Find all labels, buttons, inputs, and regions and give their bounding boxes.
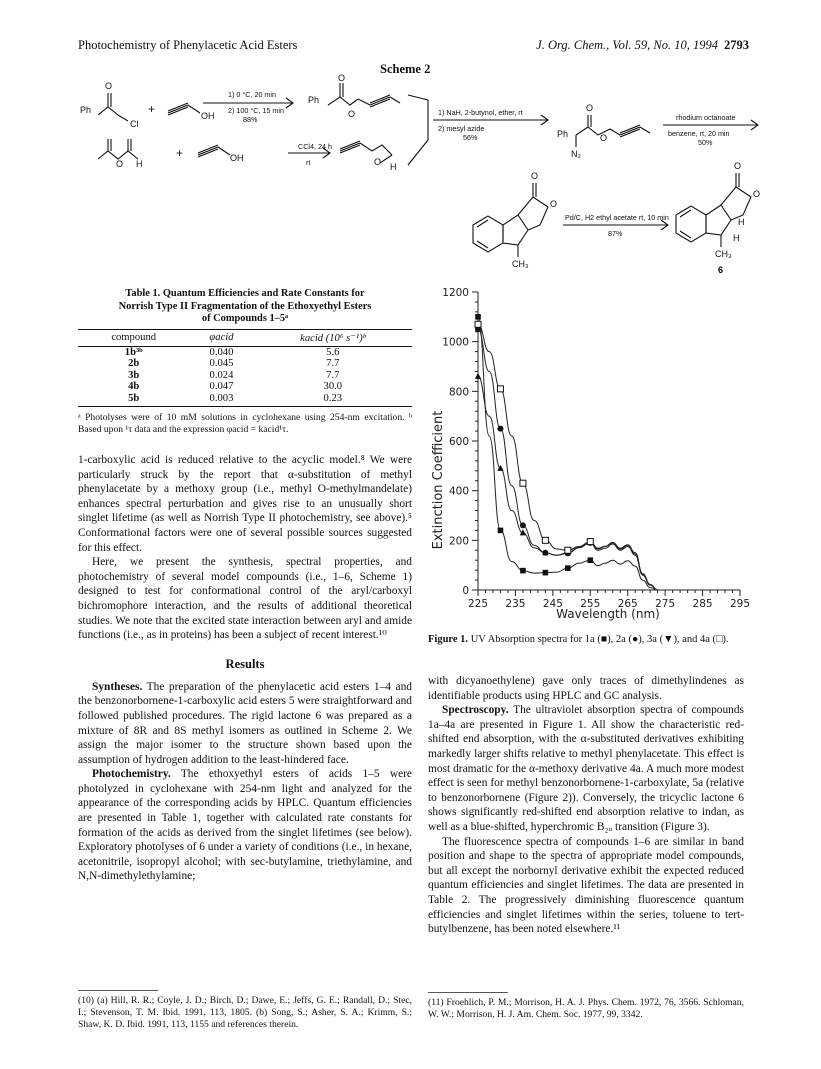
svg-text:H: H — [390, 162, 397, 172]
spectroscopy-heading: Spectroscopy. — [442, 704, 509, 717]
paragraph: Here, we present the synthesis, spectral properties, and photochemistry of several model compounds (i.e., 1–6, Scheme 1) designed to test for conformational control of the aryl/carboxyl bichromophore interaction, and the results of additional theoretical studies. We note that the excited state interaction between aryl and amide functions (i.e., as in proteins) has been a subject of recent interest.¹⁰ — [78, 556, 412, 642]
running-header-journal — [536, 38, 749, 53]
step3-yield: 56% — [463, 133, 478, 142]
data-point-1a — [543, 570, 549, 576]
svg-text:+: + — [148, 102, 156, 116]
svg-text:O: O — [338, 73, 346, 83]
reference-11: (11) Froehlich, P. M.; Morrison, H. A. J. Phys. Chem. 1972, 76, 3566. Schloman, W. W.; Morrison, H. J. Am. Chem. Soc. 1977, 99, 3342. — [428, 997, 744, 1020]
svg-text:O: O — [374, 157, 382, 167]
table-1 — [78, 329, 412, 408]
data-point-2a — [497, 426, 503, 432]
step4-yield: 50% — [698, 138, 713, 147]
y-tick-label: 200 — [448, 535, 469, 548]
data-point-4a — [520, 480, 526, 486]
svg-text:Ph: Ph — [557, 129, 569, 139]
table-cell: 1b³ᵇ — [124, 346, 143, 358]
photochemistry-heading: Photochemistry. — [92, 768, 171, 781]
svg-text:CH₃: CH₃ — [715, 249, 732, 259]
data-point-4a — [497, 386, 503, 392]
table-cell: 0.024 — [209, 369, 234, 381]
svg-text:O: O — [734, 161, 742, 171]
table-cell: 0.040 — [209, 346, 234, 358]
data-point-2a — [520, 522, 526, 528]
table-row — [78, 381, 412, 393]
compound-6-label: 6 — [718, 265, 724, 275]
reference-10: (10) (a) Hill, R. R.; Coyle, J. D.; Birch, D.; Dawe, E.; Jeffs, G. E.; Randall, D.; Stec, I.; Stevenson, T. M. Ibid. 1991, 113, 1805. (b) Song, S.; Asher, S. A.; Krimm, S.; Shaw, K. D. Ibid. 1991, 113, 1155 and references therein. — [78, 995, 412, 1030]
step1-cond-a: 1) 0 °C, 20 min — [228, 90, 277, 99]
spectroscopy-text: The ultraviolet absorption spectra of compounds 1a–4a are presented in Figure 1. All show the characteristic red-shifted end absorption, with the α-substituted derivatives exhibiting markedly larger shifts relative to methyl phenylacetate. This effect is most dramatic for the α-methoxy derivative 4a. A much more modest effect is seen for methyl benzonorbornene-1-carboxylate, 5a (relative to benzonorbornene (Figure 2)). Conversely, the tricyclic lactone 6 shows significantly red-shifted end absorption relative to indan, as well as a blue-shifted, hyperchromic B₂ᵤ transition (Figure 3). — [428, 704, 744, 833]
table-header-cell: compound — [78, 329, 189, 346]
table-cell: 4b — [128, 381, 140, 392]
svg-text:O: O — [753, 189, 761, 199]
paragraph-photochemistry — [78, 767, 412, 884]
svg-text:CH₃: CH₃ — [512, 259, 529, 269]
table-cell: 30.0 — [323, 381, 343, 392]
figure-1-caption — [428, 633, 744, 646]
running-header-title: Photochemistry of Phenylacetic Acid Esters — [78, 38, 298, 52]
x-axis-label: Wavelength (nm) — [556, 607, 660, 621]
svg-text:Ph: Ph — [308, 95, 320, 105]
svg-text:O: O — [586, 103, 594, 113]
x-tick-label: 235 — [505, 598, 526, 610]
right-column-text — [428, 674, 744, 937]
table-header-cell: kacid (10⁶ s⁻¹)ᵇ — [254, 329, 412, 346]
svg-text:Cl: Cl — [130, 119, 139, 129]
page-number: 2793 — [724, 38, 749, 52]
svg-text:H: H — [738, 217, 745, 227]
figure-1-caption-label: Figure 1. — [428, 634, 469, 645]
step3-cond-b: 2) mesyl azide — [438, 124, 485, 133]
svg-text:H: H — [136, 159, 143, 169]
svg-text:O: O — [348, 109, 356, 119]
table-row — [78, 358, 412, 370]
svg-text:H: H — [733, 233, 740, 243]
table-1-title-line: Norrish Type II Fragmentation of the Ethoxyethyl Esters — [118, 300, 372, 312]
step2-cond-b: rt — [306, 158, 311, 167]
journal-citation: J. Org. Chem., Vol. 59, No. 10, 1994 — [536, 38, 718, 52]
data-point-3a — [475, 373, 481, 379]
table-row — [78, 370, 412, 382]
table-cell: 5.6 — [326, 346, 340, 358]
step3-cond-a: 1) NaH, 2-butynol, ether, rt — [438, 108, 523, 117]
step4-cond-a: rhodium octanoate — [676, 113, 736, 122]
y-tick-label: 400 — [448, 485, 469, 498]
paragraph-syntheses — [78, 680, 412, 768]
data-point-1a — [565, 565, 571, 571]
syntheses-heading: Syntheses. — [92, 680, 143, 693]
x-tick-label: 285 — [692, 598, 713, 610]
table-cell: 7.7 — [326, 369, 340, 381]
svg-text:OH: OH — [230, 153, 244, 163]
svg-text:OH: OH — [201, 111, 215, 121]
data-point-4a — [587, 539, 593, 545]
x-tick-label: 295 — [729, 598, 751, 610]
syntheses-text: The preparation of the phenylacetic acid esters 1–4 and the benzonorbornene-1-carboxylic acid esters 5 were straightforward and followed published procedures. The rigid lactone 6 was prepared as a mixture of 8R and 8S methyl isomers as outlined in Scheme 2. We assign the major isomer to the structure shown based upon the assumption of hydrogen addition to the least-hindered face. — [78, 680, 412, 766]
step5-cond: Pd/C, H2 ethyl acetate rt, 10 min — [565, 213, 669, 222]
y-tick-label: 1000 — [442, 336, 469, 349]
svg-text:O: O — [105, 81, 113, 91]
footnote-rule — [78, 990, 158, 991]
data-point-1a — [520, 568, 526, 574]
x-tick-label: 255 — [580, 598, 601, 610]
data-point-4a — [475, 321, 481, 327]
data-point-1a — [498, 528, 504, 534]
y-tick-label: 800 — [448, 386, 469, 399]
table-cell: 0.23 — [254, 393, 412, 407]
svg-text:Ph: Ph — [80, 105, 92, 115]
table-row — [78, 393, 412, 407]
table-cell: 2b — [128, 358, 140, 369]
svg-text:O: O — [600, 133, 608, 143]
table-1-footnote: ᵃ Photolyses were of 10 mM solutions in cyclohexane using 254-nm excitation. ᵇ Based upon ¹τ data and the expression φacid = kacid¹τ. — [78, 412, 412, 435]
table-cell: 0.045 — [209, 358, 234, 369]
results-heading: Results — [225, 656, 265, 671]
step1-cond-b: 2) 100 °C, 15 min — [228, 106, 285, 115]
svg-text:N₂: N₂ — [571, 149, 581, 159]
step5-yield: 87% — [608, 229, 623, 238]
table-cell: 0.003 — [189, 393, 253, 407]
step2-cond: CCl4, 24 h — [298, 142, 332, 151]
table-cell: 3b — [128, 369, 140, 381]
y-tick-label: 600 — [448, 436, 469, 448]
x-tick-label: 225 — [467, 598, 489, 610]
data-point-1a — [475, 314, 481, 320]
data-point-1a — [587, 557, 593, 563]
footnote-rule — [428, 992, 508, 993]
table-cell: 5b — [78, 393, 189, 407]
step4-cond-b: benzene, rt, 20 min — [668, 129, 730, 138]
table-1-title-line: of Compounds 1–5ᵃ — [201, 313, 289, 324]
y-tick-label: 0 — [462, 585, 469, 597]
scheme-2-diagram — [78, 73, 761, 280]
table-1-title — [78, 288, 412, 326]
step1-yield: 88% — [243, 115, 258, 124]
paragraph-spectroscopy — [428, 703, 744, 834]
y-tick-label: 1200 — [442, 287, 469, 299]
table-cell: 7.7 — [326, 358, 340, 369]
table-header-row — [78, 329, 412, 346]
series-line-3a — [478, 376, 658, 590]
paragraph: 1-carboxylic acid is reduced relative to the acyclic model.⁸ We were particularly struck by the report that α-substitution of methyl phenylacetate by a methoxy group (i.e., methyl O-methylmandelate) enhances spectral perturbation and gives rise to an unusually short singlet lifetime (as well as Norrish Type II photochemistry, see above).⁵ Conformational factors were one of several possible sources suggested for this effect. — [78, 454, 412, 554]
y-axis-label: Extinction Coefficient — [431, 410, 446, 550]
photochemistry-text: The ethoxyethyl esters of acids 1–5 were photolyzed in cyclohexane with 254-nm light and analyzed for the appearance of the corresponding acids by HPLC. Quantum efficiencies are presented in Table 1, together with calculated rate constants for formation of the acids as derived from the singlet lifetimes (see below). Exploratory photolyses of 6 under a variety of conditions (i.e., in hexane, acetonitrile, isopropyl alcohol; with sec-butylamine, triethylamine, and N,N-dimethylethylamine; — [78, 768, 412, 883]
x-tick-label: 265 — [617, 598, 638, 610]
data-point-4a — [542, 537, 548, 543]
paragraph: The fluorescence spectra of compounds 1–6 are similar in band position and shape to the spectra of appropriate model compounds, but all except the norbornyl derivative exhibit the expected reduced quantum efficiencies and singlet lifetimes. The data are presented in Table 2. The progressively diminishing fluorescence quantum efficiencies and singlet lifetimes within the series, toluene to tert-butylbenzene, has been noted elsewhere.¹¹ — [428, 835, 744, 936]
table-1-block — [78, 288, 412, 436]
paragraph: with dicyanoethylene) gave only traces of dimethylindenes as identifiable products using HPLC and GC analysis. — [428, 675, 744, 702]
svg-text:O: O — [531, 171, 539, 181]
figure-1-chart — [428, 282, 750, 627]
data-point-4a — [565, 547, 571, 553]
scheme-title: Scheme 2 — [380, 62, 431, 76]
left-column-text — [78, 453, 412, 884]
svg-text:+: + — [176, 146, 184, 160]
svg-text:O: O — [550, 199, 558, 209]
table-row — [78, 346, 412, 358]
svg-text:O: O — [116, 159, 124, 169]
figure-1-caption-text: UV Absorption spectra for 1a (■), 2a (●), 3a (▼), and 4a (□). — [468, 634, 729, 645]
table-1-title-line: Table 1. Quantum Efficiencies and Rate Constants for — [125, 288, 365, 299]
x-tick-label: 245 — [542, 598, 563, 610]
table-header-cell: φacid — [189, 329, 253, 346]
x-tick-label: 275 — [655, 598, 676, 610]
table-cell: 0.047 — [209, 381, 234, 392]
